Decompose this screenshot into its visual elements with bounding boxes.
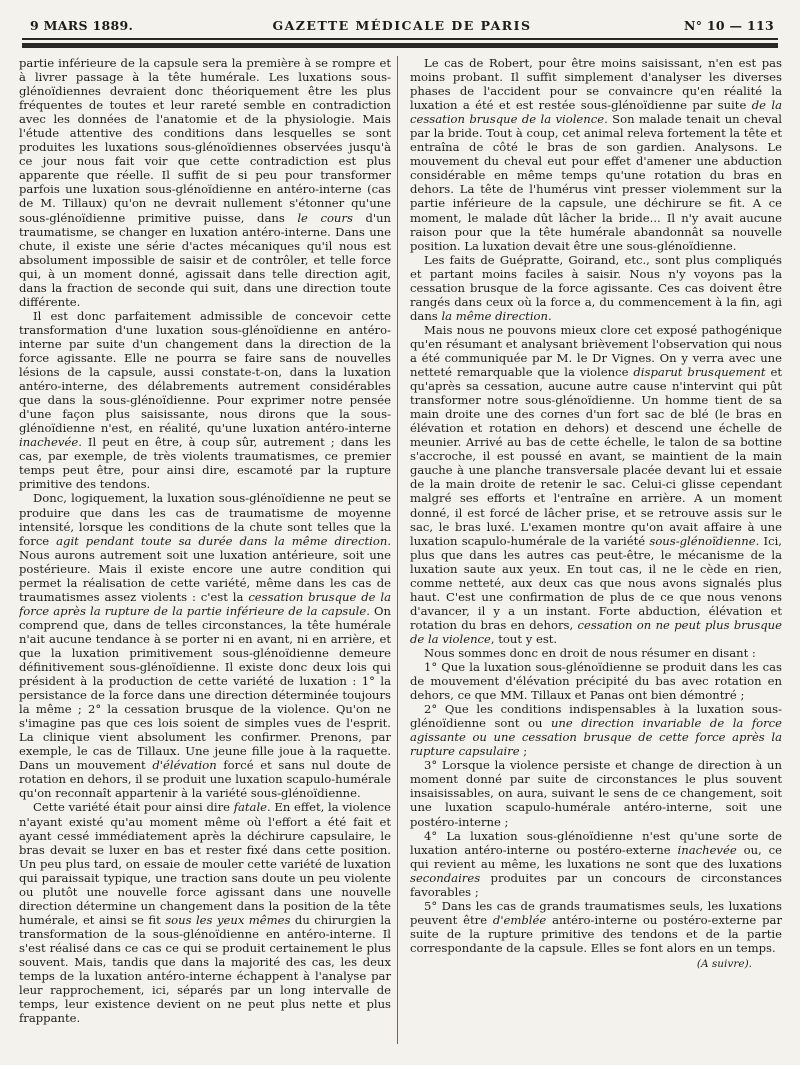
left-paragraph-3: Donc, logiquement, la luxation sous-glénoïdienne ne peut se produire que dans les cas de traumatisme de moyenne intensité, lorsque les conditions de la chute sont telles que la force agit pendant toute sa durée dans la même direction. Nous aurons autrement soit une luxation antérieure, soit une postérieure. Mais il existe encore une autre condition qui permet la réalisation de cette variété, même dans les cas de traumatismes assez violents : c'est la cessation brusque de la force après la rupture de la partie inférieure de la capsule. On comprend que, dans de telles circonstances, la tête humérale n'ait aucune tendance à se porter ni en avant, ni en arrière, et que la luxation primitivement sous-glénoïdienne demeure définitivement sous-glénoïdienne. Il existe donc deux lois qui président à la production de cette variété de luxation : 1° la persistance de la force dans une direction déterminée toujours la même ; 2° la cessation brusque de la violence. Qu'on ne s'imagine pas que ces lois soient de simples vues de l'esprit. La clinique vient absolument les confirmer. Prenons, par exemple, le cas de Tillaux. Une jeune fille joue à la raquette. Dans un mouvement d'élévation forcé et sans nul doute de rotation en dehors, il se produit une luxation scapulo-humérale qu'on reconnaît appartenir à la variété sous-glénoïdienne. [19,491,391,801]
publication-title: GAZETTE MÉDICALE DE PARIS [272,18,532,33]
left-paragraph-4: Cette variété était pour ainsi dire fatale. En effet, la violence n'ayant existé qu'au moment même où l'effort a été fait et ayant cessé immédiatement après la déchirure capsulaire, le bras devait se luxer en bas et rester fixé dans cette position. Un peu plus tard, on essaie de mouler cette variété de luxation qui paraissait typique, une traction sans doute un peu violente ou plutôt une nouvelle force agissant dans une nouvelle direction détermine un changement dans la position de la tête humérale, et ainsi se fit sous les yeux mêmes du chirurgien la transformation de la sous-glénoïdienne en antéro-interne. Il s'est réalisé dans ce cas ce qui se produit certainement le plus souvent. Mais, tandis que dans la majorité des cas, les deux temps de la luxation antéro-interne échappent à l'analyse par leur rapprochement, ici, séparés par un long intervalle de temps, leur existence devient on ne peut plus nette et plus frappante. [19,800,391,1026]
right-paragraph-1: Le cas de Robert, pour être moins saisissant, n'en est pas moins probant. Il suffit simplement d'analyser les diverses phases de l'accident pour se convaincre qu'en réalité la luxation a été et est restée sous-glénoïdienne par suite de la cessation brusque de la violence. Son malade tenait un cheval par la bride. Tout à coup, cet animal releva fortement la tête et entraîna de côté le bras de son gardien. Analysons. Le mouvement du cheval eut pour effet d'amener une abduction considérable en même temps qu'une rotation du bras en dehors. La tête de l'humérus vint presser violemment sur la partie inférieure de la capsule, une déchirure se fit. A ce moment, le malade dût lâcher la bride... Il n'y avait aucune raison pour que la tête humérale abandonnât sa nouvelle position. La luxation devait être une sous-glénoïdienne. [410,56,782,253]
issue-date: 9 MARS 1889. [30,18,134,33]
summary-item-3: 3° Lorsque la violence persiste et change de direction à un moment donné par suite de circonstances le plus souvent insaisissables, on aura, suivant le sens de ce changement, soit une luxation scapulo-humérale antéro-interne, soit une postéro-interne ; [410,758,782,829]
summary-item-5: 5° Dans les cas de grands traumatismes seuls, les luxations peuvent être d'emblée antéro-interne ou postéro-externe par suite de la rupture primitive des tendons et de la partie correspondante de la capsule. Elles se font alors en un temps. [410,898,782,955]
issue-page-number: N° 10 — 113 [683,18,774,33]
right-column [410,56,782,1046]
left-column [19,56,391,1046]
right-paragraph-summary-intro: Nous sommes donc en droit de nous résumer en disant : [424,645,756,660]
header-rule-thin [22,38,778,40]
column-divider [397,56,398,1044]
summary-item-4: 4° La luxation sous-glénoïdienne n'est qu'une sorte de luxation antéro-interne ou postéro-externe inachevée ou, ce qui revient au même, les luxations ne sont que des luxations secondaires produites par un concours de circonstances favorables ; [410,828,782,899]
right-paragraph-3: Mais nous ne pouvons mieux clore cet exposé pathogénique qu'en résumant et analysant brièvement l'observation qui nous a été communiquée par M. le Dr Vignes. On y verra avec une netteté remarquable que la violence disparut brusquement et qu'après sa cessation, aucune autre cause n'intervint qui pût transformer notre sous-glénoïdienne. Un homme tient de sa main droite une des cornes d'un fort sac de blé (le bras en élévation et rotation en dehors) et descend une échelle de meunier. Arrivé au bas de cette échelle, le talon de sa bottine s'accroche, il est poussé en avant, se maintient de la main gauche à une planche transversale placée devant lui et essaie de la main droite de retenir le sac. Celui-ci glisse cependant malgré ses efforts et l'entraîne en arrière. A un moment donné, il est forcé de lâcher prise, et se retrouve assis sur le sac, le bras luxé. L'examen montre qu'on avait affaire à une luxation scapulo-humérale de la variété sous-glénoïdienne. Ici, plus que dans les autres cas peut-être, le mécanisme de la luxation saute aux yeux. En tout cas, il ne le cède en rien, comme netteté, aux deux cas que nous avons signalés plus haut. C'est une confirmation de plus de ce que nous venons d'avancer, il y a un instant. Forte abduction, élévation et rotation du bras en dehors, cessation on ne peut plus brusque de la violence, tout y est. [410,322,782,646]
summary-item-2: 2° Que les conditions indispensables à la luxation sous-glénoïdienne sont ou une direction invariable de la force agissante ou une cessation brusque de cette force après la rupture capsulaire ; [410,702,782,759]
left-paragraph-2: Il est donc parfaitement admissible de concevoir cette transformation d'une luxation sous-glénoïdienne en antéro-interne par suite d'un changement dans la direction de la force agissante. Elle ne pourra se faire sans de nouvelles lésions de la capsule, aussi constate-t-on, dans la luxation antéro-interne, des délabrements autrement considérables que dans la sous-glénoïdienne. Pour exprimer notre pensée d'une façon plus saisissante, nous dirons que la sous-glénoïdienne n'est, en réalité, qu'une luxation antéro-interne inachevée. Il peut en être, à coup sûr, autrement ; dans les cas, par exemple, de très violents traumatismes, ce premier temps peut être, pour ainsi dire, escamoté par la rupture primitive des tendons. [19,308,391,492]
right-paragraph-2: Les faits de Guépratte, Goirand, etc., sont plus compliqués et partant moins faciles à saisir. Nous n'y voyons pas la cessation brusque de la force agissante. Ces cas doivent être rangés dans ceux où la force a, du commencement à la fin, agi dans la même direction. [410,252,782,323]
left-paragraph-1: partie inférieure de la capsule sera la première à se rompre et à livrer passage à la tête humérale. Les luxations sous-glénoïdiennes devraient donc théoriquement être les plus fréquentes de toutes et leur rareté semble en contradiction avec les données de l'anatomie et de la physiologie. Mais l'étude attentive des conditions dans lesquelles se sont produites les luxations sous-glénoïdiennes observées jusqu'à ce jour nous fait voir que cette contradiction est plus apparente que réelle. Il suffit de si peu pour transformer parfois une luxation sous-glénoïdienne en antéro-interne (cas de M. Tillaux) qu'on ne devrait nullement s'étonner qu'une sous-glénoïdienne primitive puisse, dans le cours d'un traumatisme, se changer en luxation antéro-interne. Dans une chute, il existe une série d'actes mécaniques qu'il nous est absolument impossible de saisir et de contrôler, et telle force qui, à un moment donné, agissait dans telle direction agit, dans la fraction de seconde qui suit, dans une direction toute différente. [19,56,391,309]
to-be-continued-note: (A suivre). [696,958,752,970]
page-header [30,18,774,36]
summary-item-1: 1° Que la luxation sous-glénoïdienne se produit dans les cas de mouvement d'élévation précipité du bas avec rotation en dehors, ce que MM. Tillaux et Panas ont bien démontré ; [410,660,782,703]
header-rule-thick [22,43,778,48]
